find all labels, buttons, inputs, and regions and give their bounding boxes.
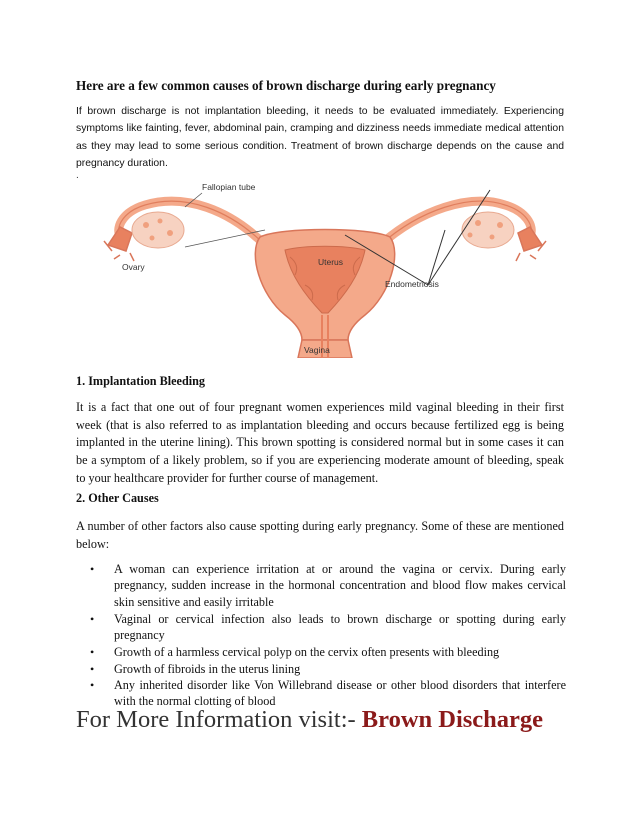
list-item — [76, 677, 566, 710]
list-item-text: Vaginal or cervical infection also leads to brown discharge or spotting during early pregnancy — [114, 611, 566, 643]
left-fimbriae — [104, 227, 134, 261]
section1-title: 1. Implantation Bleeding — [76, 374, 206, 388]
more-info-line — [76, 706, 543, 734]
brown-discharge-link[interactable]: Brown Discharge — [361, 706, 544, 733]
label-fallopian-tube: Fallopian tube — [202, 182, 256, 192]
list-item-text: Any inherited disorder like Von Willebrand disease or other blood disorders that interfere with the normal clotting of blood — [114, 678, 566, 709]
label-vagina: Vagina — [304, 345, 330, 355]
bullet-icon: • — [90, 661, 95, 676]
more-info-prefix: For More Information visit:- — [76, 706, 362, 733]
intro-paragraph: If brown discharge is not implantation bleeding, it needs to be evaluated immediately. Experiencing symptoms like fainting, fever, abdominal pain, cramping and dizziness needs immediate medical attention as they may lead to some serious condition. Treatment of brown discharge depends on the cause and pregnancy duration. — [76, 106, 564, 170]
list-item-text: Growth of fibroids in the uterus lining — [114, 661, 301, 676]
label-uterus: Uterus — [318, 257, 344, 267]
label-ovary: Ovary — [122, 262, 145, 272]
separator-dot: . — [76, 170, 79, 181]
uterus-diagram — [90, 175, 560, 358]
list-item — [76, 644, 566, 660]
right-ovary — [462, 212, 514, 248]
bullet-icon: • — [90, 678, 95, 693]
list-item-text: Growth of a harmless cervical polyp on the cervix often presents with bleeding — [114, 645, 500, 660]
right-fimbriae — [516, 227, 546, 261]
bullet-icon: • — [90, 611, 95, 626]
section1-body: It is a fact that one out of four pregnant women experiences mild vaginal bleeding in their first week (that is also referred to as implantation bleeding and occurs because fertilized egg is being implanted in the uterine lining). This brown spotting is considered normal but in some cases it can be a symptom of a likely problem, so if you are experiencing moderate amount of bleeding, speak to your healthcare provider for further course of management. — [76, 400, 564, 485]
left-ovary — [132, 212, 184, 248]
list-item — [76, 661, 566, 677]
list-item-text: A woman can experience irritation at or around the vagina or cervix. During early pregnancy, sudden increase in the hormonal concentration and blood flow makes cervical skin sensitive and easily irritable — [114, 562, 566, 609]
page-heading: Here are a few common causes of brown discharge during early pregnancy — [76, 78, 496, 93]
label-endometriosis: Endometriosis — [385, 279, 439, 289]
bullet-icon: • — [90, 562, 95, 576]
section2-body: A number of other factors also cause spotting during early pregnancy. Some of these are mentioned below: — [76, 519, 564, 551]
list-item — [76, 611, 566, 644]
section2-title: 2. Other Causes — [76, 491, 159, 505]
bullet-icon: • — [90, 645, 95, 660]
causes-list — [76, 561, 566, 710]
list-item — [76, 561, 566, 610]
